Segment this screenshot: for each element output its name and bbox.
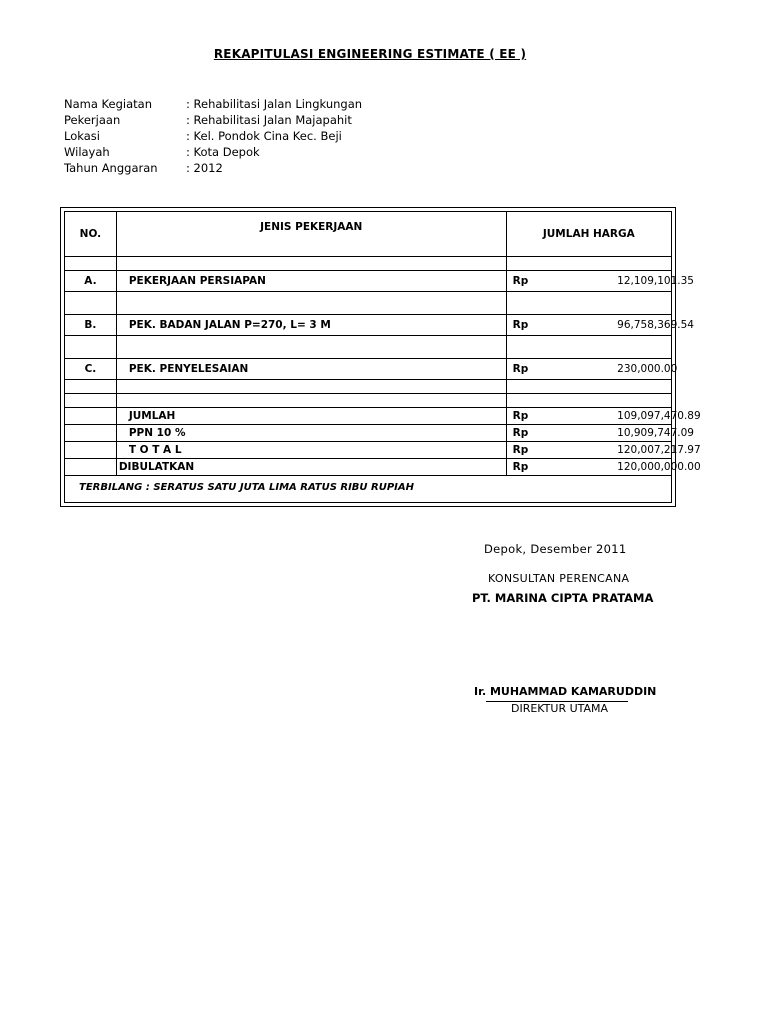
summary-row-total [65, 442, 671, 459]
summary-label: T O T A L [116, 442, 506, 459]
blank-row [65, 336, 671, 359]
summary-row-dibulatkan [65, 459, 671, 476]
summary-row-jumlah [65, 408, 671, 425]
summary-currency: Rp [506, 459, 611, 476]
summary-currency: Rp [506, 442, 611, 459]
estimate-table-inner [64, 211, 701, 503]
info-label: Tahun Anggaran [64, 161, 158, 175]
terbilang-text: TERBILANG : SERATUS SATU JUTA LIMA RATUS RIBU RUPIAH [79, 482, 414, 493]
company-name: PT. MARINA CIPTA PRATAMA [472, 591, 654, 605]
item-currency: Rp [506, 315, 611, 336]
place-date: Depok, Desember 2011 [484, 542, 627, 556]
table-row [65, 315, 671, 336]
summary-currency: Rp [506, 408, 611, 425]
estimate-table-frame [60, 207, 701, 507]
summary-amount: 120,007,217.97 [611, 442, 671, 459]
item-job: PEKERJAAN PERSIAPAN [116, 271, 506, 292]
item-amount: 12,109,101.35 [611, 271, 671, 292]
item-amount: 230,000.00 [611, 359, 671, 380]
info-value: : Rehabilitasi Jalan Majapahit [186, 113, 352, 127]
item-currency: Rp [506, 359, 611, 380]
item-job: PEK. BADAN JALAN P=270, L= 3 M [116, 315, 506, 336]
summary-label: DIBULATKAN [116, 459, 506, 476]
info-label: Nama Kegiatan [64, 97, 152, 111]
blank-row [65, 380, 671, 394]
info-label: Pekerjaan [64, 113, 121, 127]
header-amount: JUMLAH HARGA [506, 212, 671, 257]
info-value: : Kel. Pondok Cina Kec. Beji [186, 129, 342, 143]
info-value: : Rehabilitasi Jalan Lingkungan [186, 97, 363, 111]
info-label: Wilayah [64, 145, 110, 159]
table-row [65, 271, 671, 292]
item-currency: Rp [506, 271, 611, 292]
table-header-row [65, 212, 671, 257]
info-value: : 2012 [186, 161, 223, 175]
blank-row [65, 292, 671, 315]
consultant-role: KONSULTAN PERENCANA [488, 572, 630, 585]
blank-row [65, 257, 671, 271]
item-no: C. [65, 359, 116, 380]
blank-row [65, 394, 671, 408]
info-value: : Kota Depok [186, 145, 260, 159]
summary-row-ppn [65, 425, 671, 442]
summary-amount: 120,000,000.00 [611, 459, 671, 476]
summary-label: JUMLAH [116, 408, 506, 425]
header-job: JENIS PEKERJAAN [116, 212, 506, 257]
summary-currency: Rp [506, 425, 611, 442]
item-job: PEK. PENYELESAIAN [116, 359, 506, 380]
header-no: NO. [65, 212, 116, 257]
document-title: REKAPITULASI ENGINEERING ESTIMATE ( EE ) [213, 47, 527, 61]
summary-label: PPN 10 % [116, 425, 506, 442]
item-no: A. [65, 271, 116, 292]
info-label: Lokasi [64, 129, 100, 143]
signer-position: DIREKTUR UTAMA [511, 702, 609, 715]
signer-name: Ir. MUHAMMAD KAMARUDDIN [474, 685, 657, 698]
summary-amount: 109,097,470.89 [611, 408, 671, 425]
item-amount: 96,758,369.54 [611, 315, 671, 336]
table-row [65, 359, 671, 380]
summary-amount: 10,909,747.09 [611, 425, 671, 442]
item-no: B. [65, 315, 116, 336]
estimate-table [65, 212, 701, 476]
